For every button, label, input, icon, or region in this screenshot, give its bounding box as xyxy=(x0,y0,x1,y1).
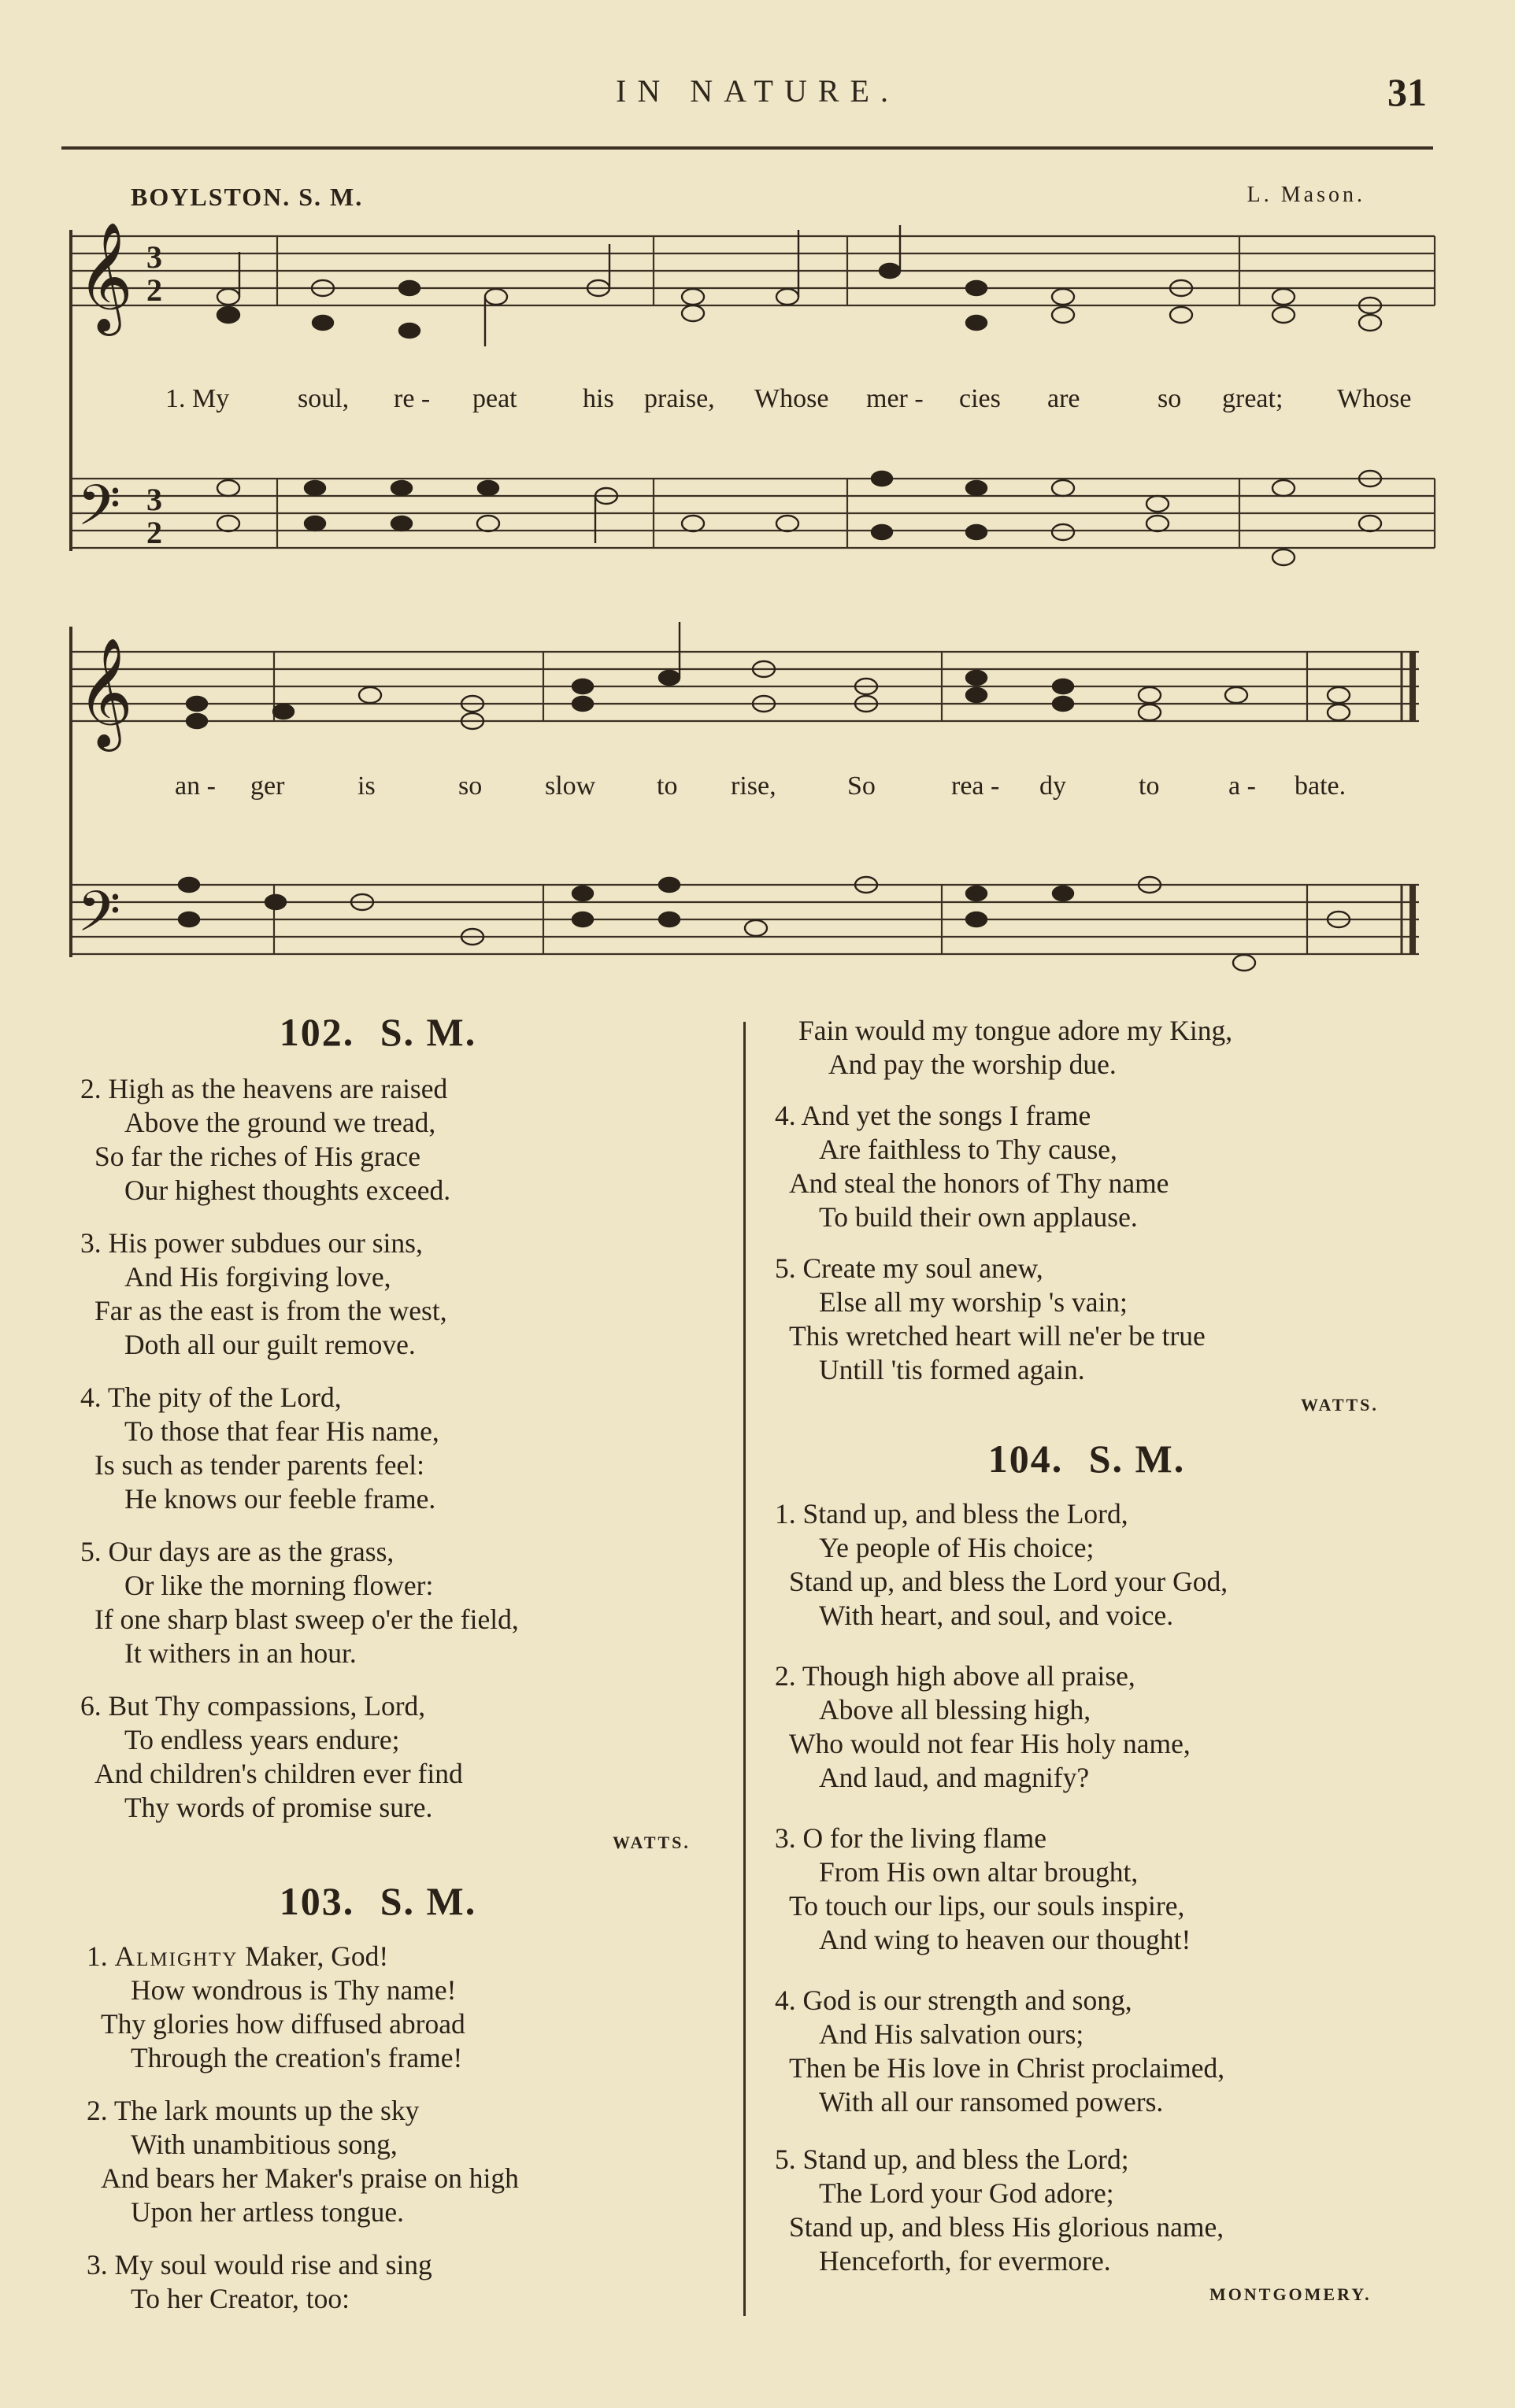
verse-line: To her Creator, too: xyxy=(131,2283,350,2314)
verse-line: To build their own applause. xyxy=(819,1201,1138,1233)
verse-line: 5. Our days are as the grass, xyxy=(80,1536,394,1567)
verse-line: Fain would my tongue adore my King, xyxy=(798,1015,1233,1046)
verse-line: 3. His power subdues our sins, xyxy=(80,1227,423,1259)
verse-line: Far as the east is from the west, xyxy=(94,1295,447,1326)
lyric-syllable: to xyxy=(1139,771,1160,801)
verse-line: Who would not fear His holy name, xyxy=(789,1728,1191,1759)
svg-text:𝄞: 𝄞 xyxy=(77,222,133,331)
hymn-104-stanza-4 xyxy=(775,1984,1224,2119)
lyric-syllable: Whose xyxy=(754,384,829,413)
verse-line: 3. O for the living flame xyxy=(775,1822,1047,1854)
svg-text:𝄢: 𝄢 xyxy=(77,879,121,958)
lyric-syllable: is xyxy=(357,771,376,801)
lyric-syllable: 1. My xyxy=(165,384,230,413)
lyric-syllable: ger xyxy=(250,771,285,801)
lyric-syllable: re - xyxy=(394,384,431,413)
verse-line: 1. Almighty Maker, God! xyxy=(87,1940,389,1972)
verse-line: 5. Stand up, and bless the Lord; xyxy=(775,2144,1129,2175)
lyric-syllable: his xyxy=(583,384,614,413)
verse-line: And His forgiving love, xyxy=(124,1261,391,1293)
hymn-102-heading xyxy=(213,1009,543,1055)
hymn-meter: S. M. xyxy=(1088,1437,1186,1481)
hymn-104-stanza-5 xyxy=(775,2143,1224,2278)
composer-name: L. Mason. xyxy=(1246,183,1365,207)
verse-line: Stand up, and bless the Lord your God, xyxy=(789,1566,1228,1597)
verse-line: Doth all our guilt remove. xyxy=(124,1329,416,1360)
verse-line: Untill 'tis formed again. xyxy=(819,1354,1085,1385)
hymn-104-heading xyxy=(921,1436,1252,1481)
verse-line: 6. But Thy compassions, Lord, xyxy=(80,1690,426,1722)
verse-line: To those that fear His name, xyxy=(124,1415,439,1447)
hymn-number: 104. xyxy=(987,1437,1064,1481)
lyric-syllable: mer - xyxy=(866,384,924,413)
verse-line: Our highest thoughts exceed. xyxy=(124,1174,451,1206)
verse-line: Or like the morning flower: xyxy=(124,1570,434,1601)
verse-line: It withers in an hour. xyxy=(124,1637,357,1669)
hymn-103-stanza-2 xyxy=(87,2094,519,2229)
verse-line: Stand up, and bless His glorious name, xyxy=(789,2211,1224,2243)
hymn-number: 103. xyxy=(279,1879,355,1923)
lyrics-line-2 xyxy=(0,771,1515,808)
lyric-syllable: so xyxy=(458,771,483,801)
svg-text:3: 3 xyxy=(146,239,162,275)
lyric-syllable: soul, xyxy=(298,384,350,413)
verse-line: If one sharp blast sweep o'er the field, xyxy=(94,1603,519,1635)
verse-line: 4. The pity of the Lord, xyxy=(80,1382,342,1413)
small-caps-word: Almighty xyxy=(114,1940,239,1972)
page-number: 31 xyxy=(1387,70,1427,114)
verse-line: 4. God is our strength and song, xyxy=(775,1984,1132,2016)
lyric-syllable: So xyxy=(847,771,876,801)
verse-line: Through the creation's frame! xyxy=(131,2042,463,2073)
verse-line: Upon her artless tongue. xyxy=(131,2196,405,2228)
lyric-syllable: great; xyxy=(1222,384,1283,413)
lyric-syllable: are xyxy=(1047,384,1080,413)
verse-line: 3. My soul would rise and sing xyxy=(87,2249,432,2280)
verse-line: Are faithless to Thy cause, xyxy=(819,1134,1117,1165)
verse-line: With all our ransomed powers. xyxy=(819,2086,1164,2118)
verse-line: 2. Though high above all praise, xyxy=(775,1660,1135,1692)
music-system-1 xyxy=(0,0,1515,1023)
verse-line: And pay the worship due. xyxy=(828,1049,1117,1080)
hymn-meter: S. M. xyxy=(380,1879,477,1923)
lyrics-line-1 xyxy=(0,384,1515,420)
verse-line: To endless years endure; xyxy=(124,1724,400,1755)
lyric-syllable: so xyxy=(1158,384,1182,413)
hymn-103-attribution: WATTS. xyxy=(1301,1395,1379,1415)
svg-text:2: 2 xyxy=(146,515,162,550)
verse-line: And bears her Maker's praise on high xyxy=(101,2162,519,2194)
verse-line: From His own altar brought, xyxy=(819,1856,1139,1888)
svg-text:𝄢: 𝄢 xyxy=(77,473,121,552)
verse-line: Is such as tender parents feel: xyxy=(94,1449,424,1481)
verse-line: To touch our lips, our souls inspire, xyxy=(789,1890,1185,1922)
lyric-syllable: Whose xyxy=(1337,384,1412,413)
hymn-102-stanza-3 xyxy=(80,1226,447,1362)
lyric-syllable: dy xyxy=(1039,771,1066,801)
svg-text:3: 3 xyxy=(146,482,162,517)
hymn-102-stanza-5 xyxy=(80,1535,519,1670)
verse-line: How wondrous is Thy name! xyxy=(131,1974,457,2006)
lyric-syllable: to xyxy=(657,771,678,801)
verse-line: With heart, and soul, and voice. xyxy=(819,1600,1174,1631)
verse-line: Thy words of promise sure. xyxy=(124,1792,433,1823)
verse-line: Above the ground we tread, xyxy=(124,1107,436,1138)
verse-line: And laud, and magnify? xyxy=(819,1762,1090,1793)
verse-line: This wretched heart will ne'er be true xyxy=(789,1320,1206,1352)
hymn-104-attribution: MONTGOMERY. xyxy=(1209,2284,1372,2304)
lyric-syllable: rise, xyxy=(731,771,776,801)
lyric-syllable: an - xyxy=(175,771,216,801)
verse-line: 4. And yet the songs I frame xyxy=(775,1100,1091,1131)
verse-line: He knows our feeble frame. xyxy=(124,1483,436,1515)
lyric-syllable: a - xyxy=(1228,771,1256,801)
hymn-103-stanza-5 xyxy=(775,1252,1206,1387)
verse-line: And wing to heaven our thought! xyxy=(819,1924,1191,1955)
tune-name: BOYLSTON. S. M. xyxy=(131,183,364,211)
hymn-103-heading xyxy=(213,1878,543,1924)
running-head: IN NATURE. xyxy=(616,73,899,109)
lyric-syllable: cies xyxy=(959,384,1001,413)
verse-line: And children's children ever find xyxy=(94,1758,463,1789)
hymn-number: 102. xyxy=(279,1010,355,1054)
verse-line: 2. The lark mounts up the sky xyxy=(87,2095,420,2126)
lyric-syllable: bate. xyxy=(1295,771,1346,801)
hymn-meter: S. M. xyxy=(380,1010,477,1054)
hymn-102-stanza-6 xyxy=(80,1689,463,1825)
verse-line: Then be His love in Christ proclaimed, xyxy=(789,2052,1225,2084)
hymn-104-stanza-1 xyxy=(775,1497,1228,1633)
hymn-104-stanza-2 xyxy=(775,1659,1191,1795)
hymn-103-stanza-3b xyxy=(784,1014,1232,1082)
verse-line: Else all my worship 's vain; xyxy=(819,1286,1128,1318)
svg-text:2: 2 xyxy=(146,272,162,308)
verse-line: With unambitious song, xyxy=(131,2129,398,2160)
hymn-104-stanza-3 xyxy=(775,1822,1191,1957)
hymn-103-stanza-3a xyxy=(87,2248,432,2316)
verse-line: 2. High as the heavens are raised xyxy=(80,1073,448,1104)
verse-line: 1. Stand up, and bless the Lord, xyxy=(775,1498,1128,1530)
verse-line: And His salvation ours; xyxy=(819,2018,1084,2050)
verse-line: 5. Create my soul anew, xyxy=(775,1252,1043,1284)
svg-text:𝄞: 𝄞 xyxy=(77,638,133,747)
verse-line: Thy glories how diffused abroad xyxy=(101,2008,465,2040)
hymn-102-stanza-2 xyxy=(80,1072,450,1208)
verse-line: The Lord your God adore; xyxy=(819,2177,1114,2209)
verse-line: Ye people of His choice; xyxy=(819,1532,1095,1563)
verse-line: And steal the honors of Thy name xyxy=(789,1167,1169,1199)
verse-line: Henceforth, for evermore. xyxy=(819,2245,1111,2277)
hymn-102-attribution: WATTS. xyxy=(613,1833,691,1852)
verse-line: Above all blessing high, xyxy=(819,1694,1091,1726)
lyric-syllable: slow xyxy=(545,771,596,801)
verse-line: So far the riches of His grace xyxy=(94,1141,421,1172)
hymn-103-stanza-1 xyxy=(87,1940,465,2075)
hymn-102-stanza-4 xyxy=(80,1381,439,1516)
hymn-103-stanza-4 xyxy=(775,1099,1169,1234)
column-divider xyxy=(743,1022,746,2316)
lyric-syllable: praise, xyxy=(644,384,715,413)
lyric-syllable: rea - xyxy=(951,771,1000,801)
lyric-syllable: peat xyxy=(472,384,517,413)
